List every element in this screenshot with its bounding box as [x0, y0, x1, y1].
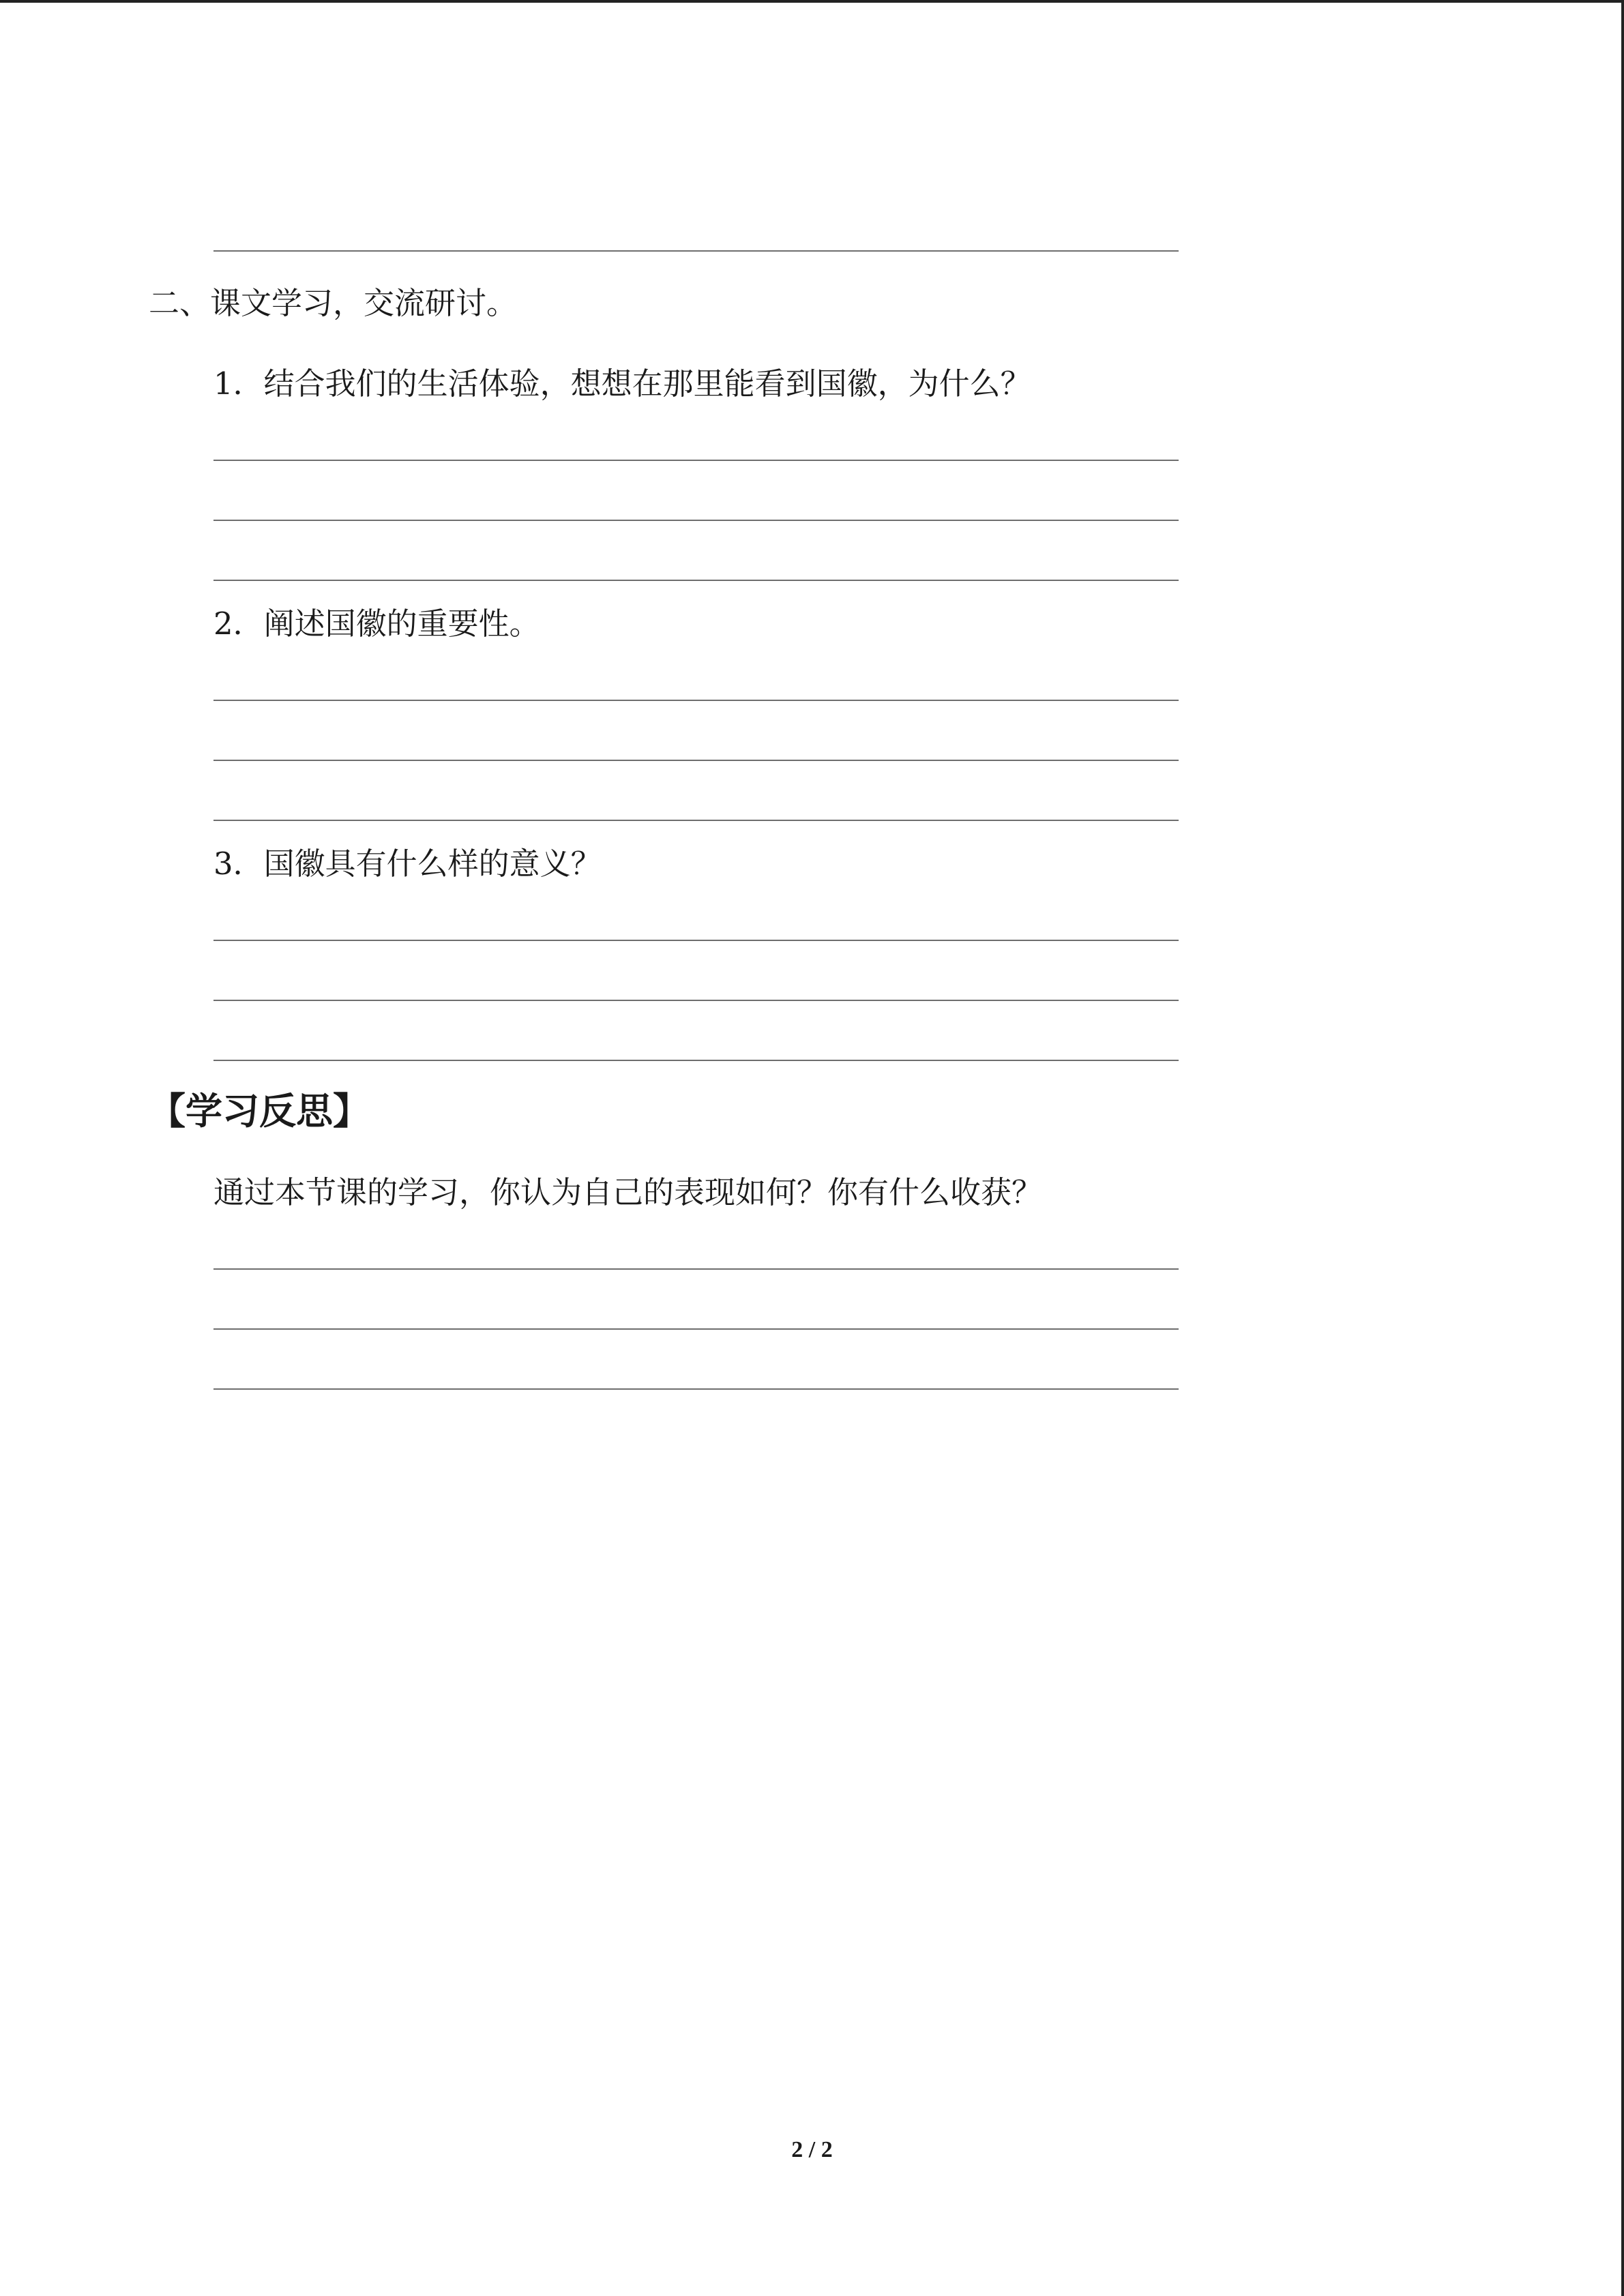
page-border-right: [1621, 0, 1624, 2296]
question-3-label: 3．国徽具有什么样的意义？: [213, 846, 602, 882]
answer-line[interactable]: [213, 1268, 1179, 1270]
answer-line[interactable]: [213, 1060, 1179, 1061]
answer-line[interactable]: [213, 700, 1179, 701]
reflection-heading: 【学习反思】: [149, 1090, 370, 1133]
answer-line[interactable]: [213, 580, 1179, 581]
answer-line[interactable]: [213, 460, 1179, 461]
question-2-label: 2．阐述国徽的重要性。: [213, 606, 540, 642]
answer-line[interactable]: [213, 940, 1179, 941]
answer-line[interactable]: [213, 1000, 1179, 1001]
answer-line[interactable]: [213, 250, 1179, 252]
answer-line[interactable]: [213, 820, 1179, 821]
page-number: 2 / 2: [791, 2137, 833, 2162]
answer-line[interactable]: [213, 520, 1179, 521]
page-border-top: [0, 0, 1624, 3]
section-two-title: 二、课文学习，交流研讨。: [149, 285, 518, 321]
answer-line[interactable]: [213, 1328, 1179, 1330]
answer-line[interactable]: [213, 1388, 1179, 1390]
answer-line[interactable]: [213, 760, 1179, 761]
reflection-prompt: 通过本节课的学习，你认为自己的表现如何？你有什么收获？: [213, 1174, 1043, 1210]
question-1-label: 1．结合我们的生活体验，想想在那里能看到国徽，为什么？: [213, 366, 1031, 402]
